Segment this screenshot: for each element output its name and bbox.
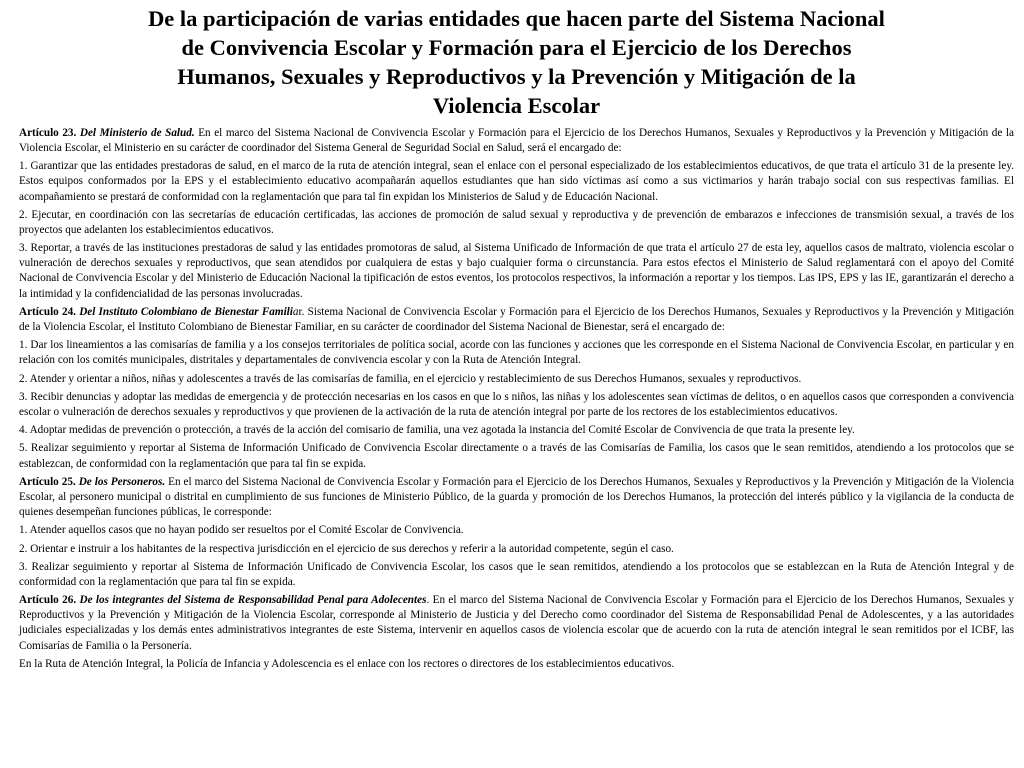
article-23-intro [19, 126, 1014, 156]
article-25-label: Artículo 25. [19, 475, 76, 488]
article-24-item-4: 4. Adoptar medidas de prevención o protección, a través de la acción del comisario de familia, una vez agotada la instancia del Comité Escolar de Convivencia de que trata la presente ley. [19, 424, 855, 437]
article-25-text: En el marco del Sistema Nacional de Convivencia Escolar y Formación para el Ejercicio de los Derechos Humanos, Sexuales y Reproductivos y la Prevención y Mitigación de la Violencia Escolar, al personero municipal o distrital en cumplimiento de sus funciones de Ministerio Público, de la guarda y promoción de los Derechos Humanos, la protección del interés público y la vigilancia de la conducta de quienes desempeñan funciones públicas, le corresponde: [19, 475, 1014, 519]
article-25-name: De los Personeros. [78, 475, 166, 488]
article-24-intro [19, 305, 1014, 335]
article-26-text: . En el marco del Sistema Nacional de Convivencia Escolar y Formación para el Ejercicio de los Derechos Humanos, Sexuales y Reproductivos y la Prevención y Mitigación de la Violencia Escolar, corresponde al Ministerio de Justicia y del Derecho como coordinador del Sistema de Responsabilidad Penal de Adolescentes, y a las autoridades judiciales especializadas y los demás entes administrativos integrantes de este Sistema, intervenir en aquellos casos de violencia escolar que de acuerdo con la ruta de atención integral le sean remitidos por el ICBF, las Comisarías de Familia o la Personería. [19, 594, 1014, 652]
article-23-item-3: 3. Reportar, a través de las instituciones prestadoras de salud y las entidades promotoras de salud, al Sistema Unificado de Información de que trata el artículo 27 de esta ley, aquellos casos de maltrato, violencia escolar o vulneración de derechos sexuales y reproductivos, que sean atendidos por cualquiera de estas y bajo cualquier forma o circunstancia. Para estos efectos el Ministerio de Salud reglamentará con el apoyo del Comité Nacional de Convivencia Escolar y del Ministerio de Educación Nacional la tipificación de estos eventos, los protocolos respectivos, la información a reportar y los tiempos. Las IPS, EPS y las IE, garantizarán el derecho a la intimidad y la confidencialidad de las personas involucradas. [19, 242, 1014, 300]
article-24-item-1: 1. Dar los lineamientos a las comisarías de familia y a los consejos territoriales de política social, acorde con las funciones y acciones que les corresponde en el Sistema Nacional de Convivencia Escolar, en particular y en relación con los comités municipales, distritales y departamentales de convivencia escolar y con la Ruta de Atención Integral. [19, 339, 1014, 367]
article-25-item-2: 2. Orientar e instruir a los habitantes de la respectiva jurisdicción en el ejercicio de sus derechos y referir a la autoridad competente, según el caso. [19, 542, 674, 555]
article-26-intro [19, 593, 1014, 653]
article-25-item-3: 3. Realizar seguimiento y reportar al Sistema de Información Unificado de Convivencia Escolar, los casos que le sean remitidos, atendiendo a los protocolos que se establezcan en la Ruta de Atención Integral y de conformidad con la reglamentación que para tal fin se expida. [19, 560, 1014, 588]
article-23-label: Artículo 23. [19, 127, 77, 139]
article-23-item-1: 1. Garantizar que las entidades prestadoras de salud, en el marco de la ruta de atención integral, sean el enlace con el personal especializado de los establecimientos educativos, de que trata el artículo 31 de la presente ley. Estos equipos conformados por la EPS y el establecimiento educativo acompañarán aquellos estudiantes que han sido víctimas así como a sus victimarios y harán trabajo social con sus respectivas familias. El acompañamiento se prestará de conformidad con la reglamentación que para tal fin expidan los Ministerios de Salud y de Educación Nacional. [19, 160, 1014, 203]
article-24-item-3: 3. Recibir denuncias y adoptar las medidas de emergencia y de protección necesarias en los casos en que lo s niños, las niñas y los adolescentes sean víctimas de delitos, o en aquellos casos que corresponden a convivencia escolar o vulneración de derechos sexuales y reproductivos y que provienen de la activación de la ruta de atención integral por parte de los rectores de los establecimientos educativos. [19, 390, 1014, 418]
title-line-3: Humanos, Sexuales y Reproductivos y la Prevención y Mitigación de la [177, 64, 856, 89]
article-26-label: Artículo 26. [19, 594, 77, 607]
document-body [19, 126, 1014, 672]
document-title [67, 4, 967, 120]
article-26-name: De los integrantes del Sistema de Responsabilidad Penal para Adolecentes [79, 594, 427, 607]
article-23-name: Del Ministerio de Salud. [79, 127, 195, 139]
article-25-intro [19, 475, 1014, 520]
article-23-text: En el marco del Sistema Nacional de Convivencia Escolar y Formación para el Ejercicio de los Derechos Humanos, Sexuales y Reproductivos y la Prevención y Mitigación de la Violencia Escolar, el Ministerio en su carácter de coordinador del Sistema General de Seguridad Social en Salud, será el encargado de: [19, 127, 1014, 155]
article-24-name: Del Instituto Colombiano de Bienestar Famili [79, 305, 293, 318]
article-24-item-5: 5. Realizar seguimiento y reportar al Sistema de Información Unificado de Convivencia Escolar directamente o a través de las Comisarías de Familia, los casos que le sean remitidos, atendiendo a los protocolos que se establezcan, de conformidad con la reglamentación que para tal fin se expida. [19, 442, 1014, 470]
article-24-label: Artículo 24. [19, 305, 76, 318]
article-24-item-2: 2. Atender y orientar a niños, niñas y adolescentes a través de las comisarías de familia, en el ejercicio y restablecimiento de sus Derechos Humanos, sexuales y reproductivos. [19, 372, 802, 385]
article-24-text: r. Sistema Nacional de Convivencia Escolar y Formación para el Ejercicio de los Derechos Humanos, Sexuales y Reproductivos y la Prevención y Mitigación de la Violencia Escolar, el Instituto Colombiano de Bienestar Familiar, en su carácter de coordinador del Sistema Nacional de Bienestar, será el encargado de: [19, 305, 1015, 333]
title-line-4: Violencia Escolar [432, 93, 601, 118]
title-line-1: De la participación de varias entidades que hacen parte del Sistema Nacional [148, 6, 885, 31]
article-26-closing: En la Ruta de Atención Integral, la Policía de Infancia y Adolescencia es el enlace con los rectores o directores de los establecimientos educativos. [19, 657, 675, 670]
article-24-name-tail: a [292, 305, 299, 318]
article-25-item-1: 1. Atender aquellos casos que no hayan podido ser resueltos por el Comité Escolar de Convivencia. [19, 524, 464, 537]
title-line-2: de Convivencia Escolar y Formación para el Ejercicio de los Derechos [181, 35, 852, 60]
article-23-item-2: 2. Ejecutar, en coordinación con las secretarías de educación certificadas, las acciones de promoción de salud sexual y reproductiva y de prevención de embarazos e infecciones de transmisión sexual, a través de los proyectos que adelanten los establecimientos educativos. [19, 208, 1014, 236]
